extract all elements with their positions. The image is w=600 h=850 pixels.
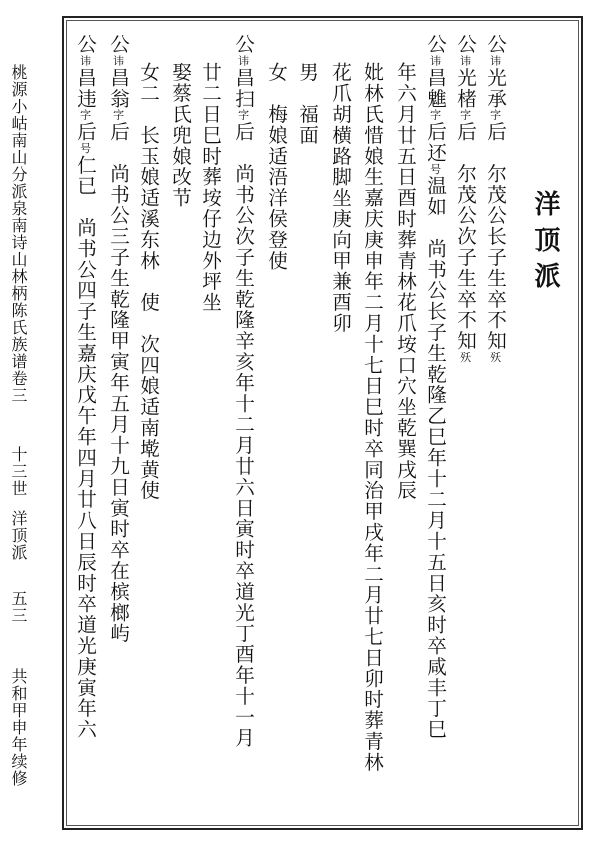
volume-label: 卷三 bbox=[9, 370, 28, 404]
text-column-13 bbox=[108, 34, 128, 644]
annotation-mark: 字 bbox=[428, 109, 442, 122]
annotation-mark: 字 bbox=[488, 109, 502, 122]
annotation-mark: 讳 bbox=[428, 54, 442, 68]
text-column-12 bbox=[138, 62, 158, 501]
text-run: 妣林氏惜娘生嘉庆庚申年二月十七日巳时卒同治甲戌年二月廿七日卯时葬青林 bbox=[360, 62, 384, 773]
annotation-mark: 殀 bbox=[488, 351, 502, 364]
text-run: 娶蔡氏兜娘改节 bbox=[168, 62, 192, 209]
text-column-6 bbox=[330, 62, 350, 334]
page-title: 洋顶派 bbox=[530, 190, 560, 298]
text-run: 昌魋 bbox=[423, 67, 447, 110]
text-column-3 bbox=[425, 34, 445, 740]
annotation-mark: 字 bbox=[78, 109, 92, 122]
annotation-mark: 号 bbox=[78, 142, 92, 155]
text-run: 仁已 尚书公四子生嘉庆戊午年四月廿八日辰时卒道光庚寅年六 bbox=[73, 154, 97, 740]
annotation-mark: 殀 bbox=[458, 351, 472, 364]
page-number: 五三 bbox=[9, 590, 28, 624]
text-run: 温如 尚书公长子生乾隆乙巳年十二月十五日亥时卒咸丰丁巳 bbox=[423, 175, 447, 740]
text-column-1 bbox=[485, 34, 505, 364]
text-column-5 bbox=[362, 62, 382, 773]
text-run: 女二 长玉娘适溪东林 使 次四娘适南墘黄使 bbox=[136, 62, 160, 501]
text-run: 廿二日巳时葬垵仔边外坪坐 bbox=[198, 62, 222, 313]
text-run: 光楮 bbox=[453, 67, 477, 110]
text-run: 公 bbox=[231, 34, 255, 55]
annotation-mark: 字 bbox=[236, 109, 250, 122]
text-run: 公 bbox=[423, 34, 447, 55]
text-column-8 bbox=[266, 62, 286, 271]
text-run: 公 bbox=[106, 34, 130, 55]
text-column-10 bbox=[200, 62, 220, 313]
text-run: 花爪胡横路脚坐庚向甲兼酉卯 bbox=[328, 62, 352, 334]
text-run: 光承 bbox=[483, 67, 507, 110]
text-column-9 bbox=[233, 34, 253, 748]
text-run: 后 尔茂公次子生卒不知 bbox=[453, 121, 477, 352]
text-run: 昌翁 bbox=[106, 67, 130, 110]
text-run: 男 福面 bbox=[295, 62, 319, 146]
text-run: 公 bbox=[453, 34, 477, 55]
text-column-4 bbox=[395, 62, 415, 501]
text-run: 后 尚书公三子生乾隆甲寅年五月十九日寅时卒在槟榔屿 bbox=[106, 121, 130, 644]
text-column-7 bbox=[297, 62, 317, 146]
text-run: 年六月廿五日酉时葬青林花爪垵口穴坐乾巽戌辰 bbox=[393, 62, 417, 501]
text-run: 后 尔茂公长子生卒不知 bbox=[483, 121, 507, 352]
annotation-mark: 字 bbox=[111, 109, 125, 122]
annotation-mark: 字 bbox=[458, 109, 472, 122]
annotation-mark: 讳 bbox=[78, 54, 92, 68]
branch-label: 洋顶派 bbox=[9, 510, 28, 561]
text-run: 公 bbox=[73, 34, 97, 55]
text-run: 后还 bbox=[423, 121, 447, 164]
edition-label: 共和甲申年续修 bbox=[9, 668, 28, 787]
annotation-mark: 讳 bbox=[488, 54, 502, 68]
annotation-mark: 讳 bbox=[111, 54, 125, 68]
annotation-mark: 讳 bbox=[458, 54, 472, 68]
annotation-mark: 号 bbox=[428, 163, 442, 176]
book-title: 桃源小岵南山分派泉南诗山林柄陈氏族谱 bbox=[9, 64, 28, 370]
text-column-11 bbox=[170, 62, 190, 208]
annotation-mark: 讳 bbox=[236, 54, 250, 68]
text-run: 后 尚书公次子生乾隆辛亥年十二月廿六日寅时卒道光丁酉年十一月 bbox=[231, 121, 255, 749]
text-column-2 bbox=[455, 34, 475, 364]
text-column-14 bbox=[75, 34, 95, 740]
text-run: 昌违 bbox=[73, 67, 97, 110]
text-run: 昌扫 bbox=[231, 67, 255, 110]
text-run: 后 bbox=[73, 121, 97, 143]
text-run: 公 bbox=[483, 34, 507, 55]
generation-label: 十三世 bbox=[9, 446, 28, 497]
text-run: 女 梅娘适浯洋侯登使 bbox=[264, 62, 288, 271]
